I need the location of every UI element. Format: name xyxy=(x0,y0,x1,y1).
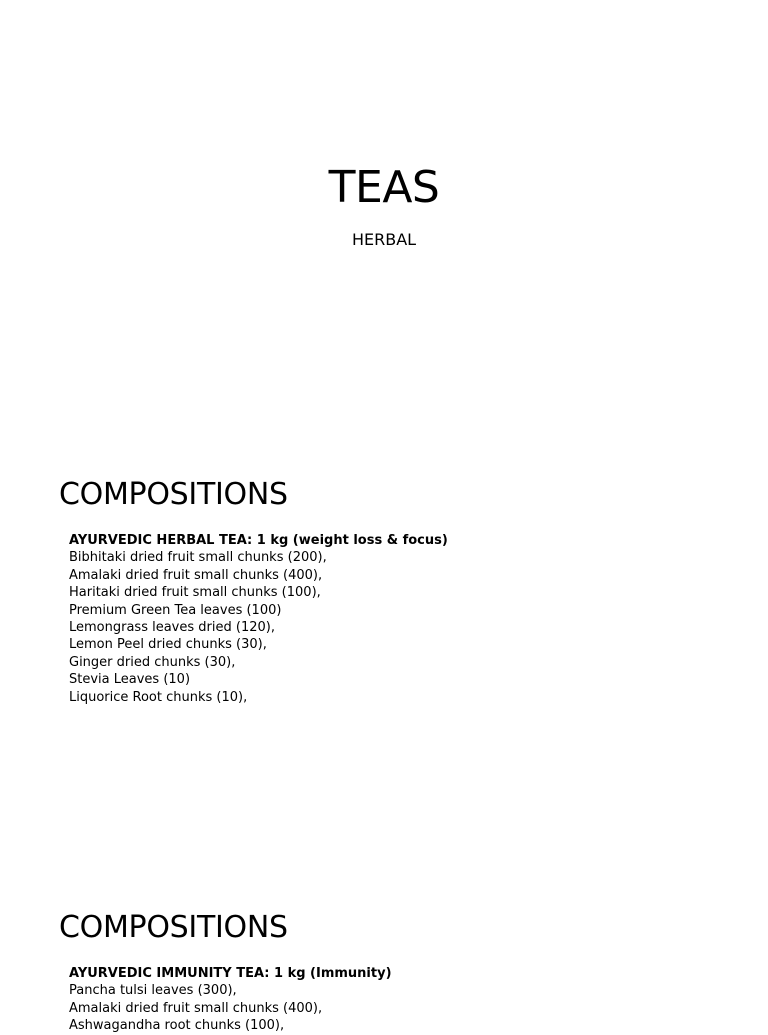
ingredient-item: Lemon Peel dried chunks (30), xyxy=(69,637,267,653)
ingredient-item: Haritaki dried fruit small chunks (100), xyxy=(69,585,321,601)
ingredient-item: Amalaki dried fruit small chunks (400), xyxy=(69,567,323,583)
ingredient-item: Lemongrass leaves dried (120), xyxy=(69,620,275,636)
composition-list xyxy=(69,965,739,1035)
blend-title: AYURVEDIC HERBAL TEA: 1 kg (weight loss & focus) xyxy=(69,533,448,548)
ingredient-item: Liquorice Root chunks (10), xyxy=(69,689,248,705)
composition-list xyxy=(69,532,739,706)
ingredient-item: Amalaki dried fruit small chunks (400), xyxy=(69,1000,323,1016)
page-subtitle: HERBAL xyxy=(351,230,417,249)
blend-title: AYURVEDIC IMMUNITY TEA: 1 kg (Immunity) xyxy=(69,966,392,981)
ingredient-item: Premium Green Tea leaves (100) xyxy=(69,602,282,618)
composition-section-herbal xyxy=(59,474,739,706)
ingredient-item: Pancha tulsi leaves (300), xyxy=(69,983,237,999)
title-block xyxy=(0,160,768,250)
composition-section-immunity xyxy=(59,907,739,1035)
ingredient-item: Bibhitaki dried fruit small chunks (200), xyxy=(69,550,327,566)
section-heading: COMPOSITIONS xyxy=(59,477,288,512)
section-heading: COMPOSITIONS xyxy=(59,910,288,945)
ingredient-item: Ashwagandha root chunks (100), xyxy=(69,1018,285,1034)
ingredient-item: Stevia Leaves (10) xyxy=(69,672,191,688)
ingredient-item: Ginger dried chunks (30), xyxy=(69,654,236,670)
page-title: TEAS xyxy=(328,162,440,213)
